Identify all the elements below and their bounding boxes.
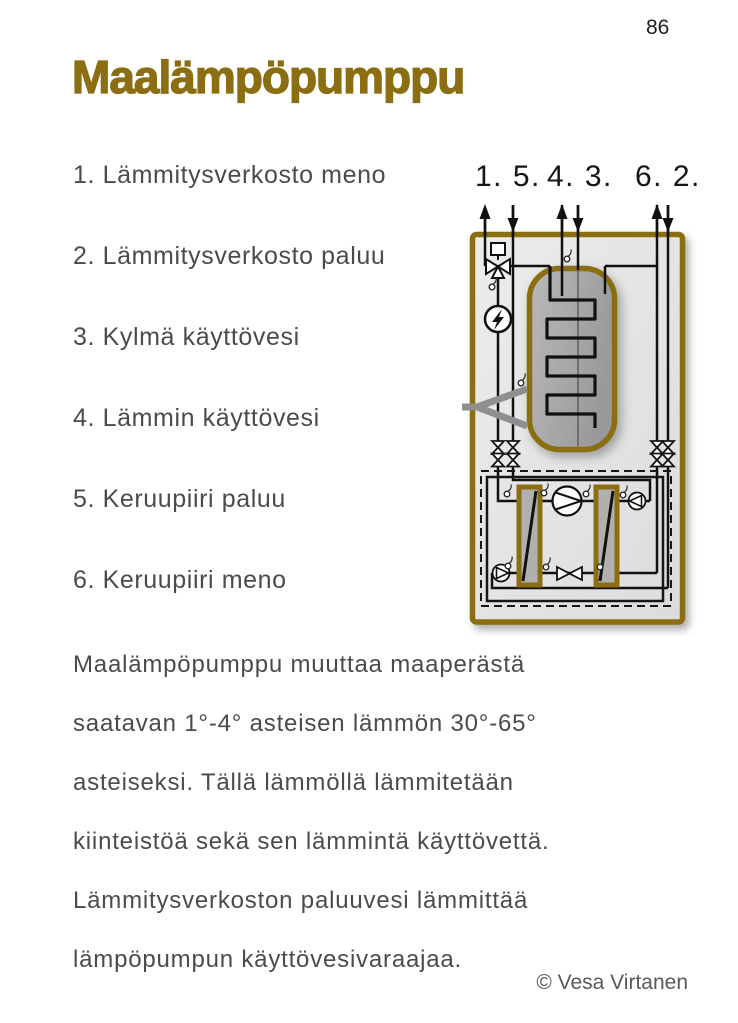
legend-item-4: 4. Lämmin käyttövesi bbox=[73, 404, 320, 432]
compressor-icon bbox=[553, 487, 582, 516]
body-line: saatavan 1°-4° asteisen lämmön 30°-65° bbox=[73, 710, 537, 737]
page-number: 86 bbox=[646, 16, 670, 39]
circulation-pump-right-icon bbox=[629, 493, 646, 510]
body-paragraph bbox=[73, 651, 693, 1005]
copyright-notice: © Vesa Virtanen bbox=[536, 971, 688, 994]
electric-heater-icon bbox=[485, 306, 511, 332]
diagram-pipe-label-6-2: 6. 2. bbox=[635, 160, 701, 193]
body-line: lämpöpumpun käyttövesivaraajaa. bbox=[73, 946, 463, 973]
body-line: Maalämpöpumppu muuttaa maaperästä bbox=[73, 651, 525, 678]
heat-pump-diagram bbox=[438, 193, 738, 638]
legend-item-6: 6. Keruupiiri meno bbox=[73, 566, 287, 594]
legend-item-2: 2. Lämmitysverkosto paluu bbox=[73, 242, 386, 270]
diagram-pipe-label-4-3: 4. 3. bbox=[547, 160, 613, 193]
legend-item-1: 1. Lämmitysverkosto meno bbox=[73, 161, 387, 189]
legend-list bbox=[73, 161, 473, 647]
legend-item-5: 5. Keruupiiri paluu bbox=[73, 485, 286, 513]
body-line: Lämmitysverkoston paluuvesi lämmittää bbox=[73, 887, 529, 914]
body-line: kiinteistöä sekä sen lämmintä käyttövettä. bbox=[73, 828, 550, 855]
flow-arrows bbox=[480, 204, 674, 236]
hot-water-tank bbox=[530, 269, 615, 450]
legend-item-3: 3. Kylmä käyttövesi bbox=[73, 323, 300, 351]
diagram-pipe-label-1-5: 1. 5. bbox=[475, 160, 541, 193]
body-line: asteiseksi. Tällä lämmöllä lämmitetään bbox=[73, 769, 514, 796]
page-title: Maalämpöpumppu bbox=[72, 51, 465, 103]
